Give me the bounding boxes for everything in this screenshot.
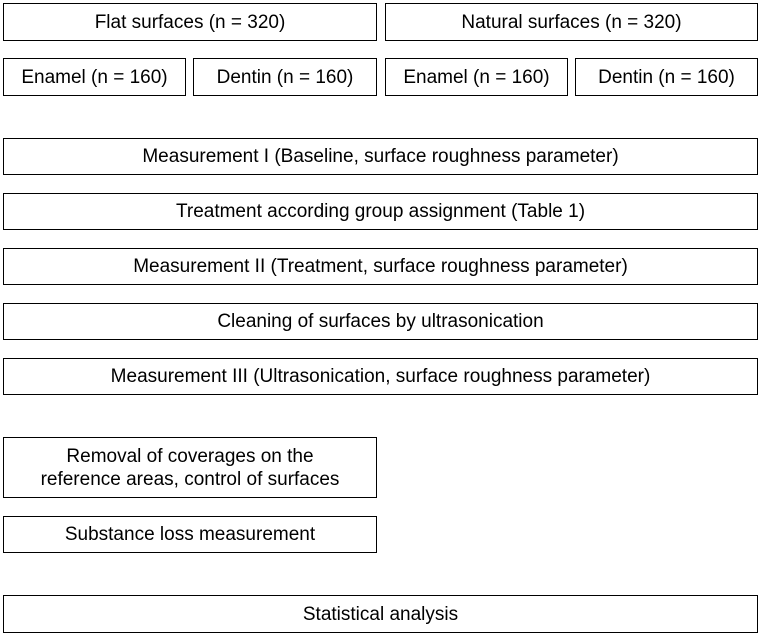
removal-box xyxy=(3,437,377,498)
flat-enamel-box xyxy=(3,58,186,96)
flat-dentin-box xyxy=(193,58,377,96)
natural-dentin-box xyxy=(575,58,758,96)
treatment-box xyxy=(3,193,758,230)
statistics-label: Statistical analysis xyxy=(302,603,459,625)
substance-loss-label: Substance loss measurement xyxy=(64,524,316,545)
measurement-3-box xyxy=(3,358,758,395)
flat-surfaces-label: Flat surfaces (n = 320) xyxy=(94,11,286,33)
natural-enamel-label: Enamel (n = 160) xyxy=(403,66,550,88)
flat-dentin-label: Dentin (n = 160) xyxy=(216,66,354,88)
treatment-label: Treatment according group assignment (Table 1) xyxy=(175,201,586,222)
flat-surfaces-box xyxy=(3,3,377,41)
natural-surfaces-box xyxy=(385,3,758,41)
natural-enamel-box xyxy=(385,58,568,96)
measurement-2-label: Measurement II (Treatment, surface roughness parameter) xyxy=(133,256,628,277)
cleaning-label: Cleaning of surfaces by ultrasonication xyxy=(217,311,544,332)
flat-enamel-label: Enamel (n = 160) xyxy=(21,66,168,88)
measurement-1-box xyxy=(3,138,758,175)
measurement-2-box xyxy=(3,248,758,285)
statistics-box xyxy=(3,595,758,633)
measurement-3-label: Measurement III (Ultrasonication, surface roughness parameter) xyxy=(110,366,651,387)
natural-dentin-label: Dentin (n = 160) xyxy=(598,66,735,88)
cleaning-box xyxy=(3,303,758,340)
natural-surfaces-label: Natural surfaces (n = 320) xyxy=(461,11,682,33)
removal-label-line1: Removal of coverages on the xyxy=(66,445,314,467)
measurement-1-label: Measurement I (Baseline, surface roughness parameter) xyxy=(142,146,619,167)
removal-label-line2: reference areas, control of surfaces xyxy=(40,468,340,490)
substance-loss-box xyxy=(3,516,377,553)
